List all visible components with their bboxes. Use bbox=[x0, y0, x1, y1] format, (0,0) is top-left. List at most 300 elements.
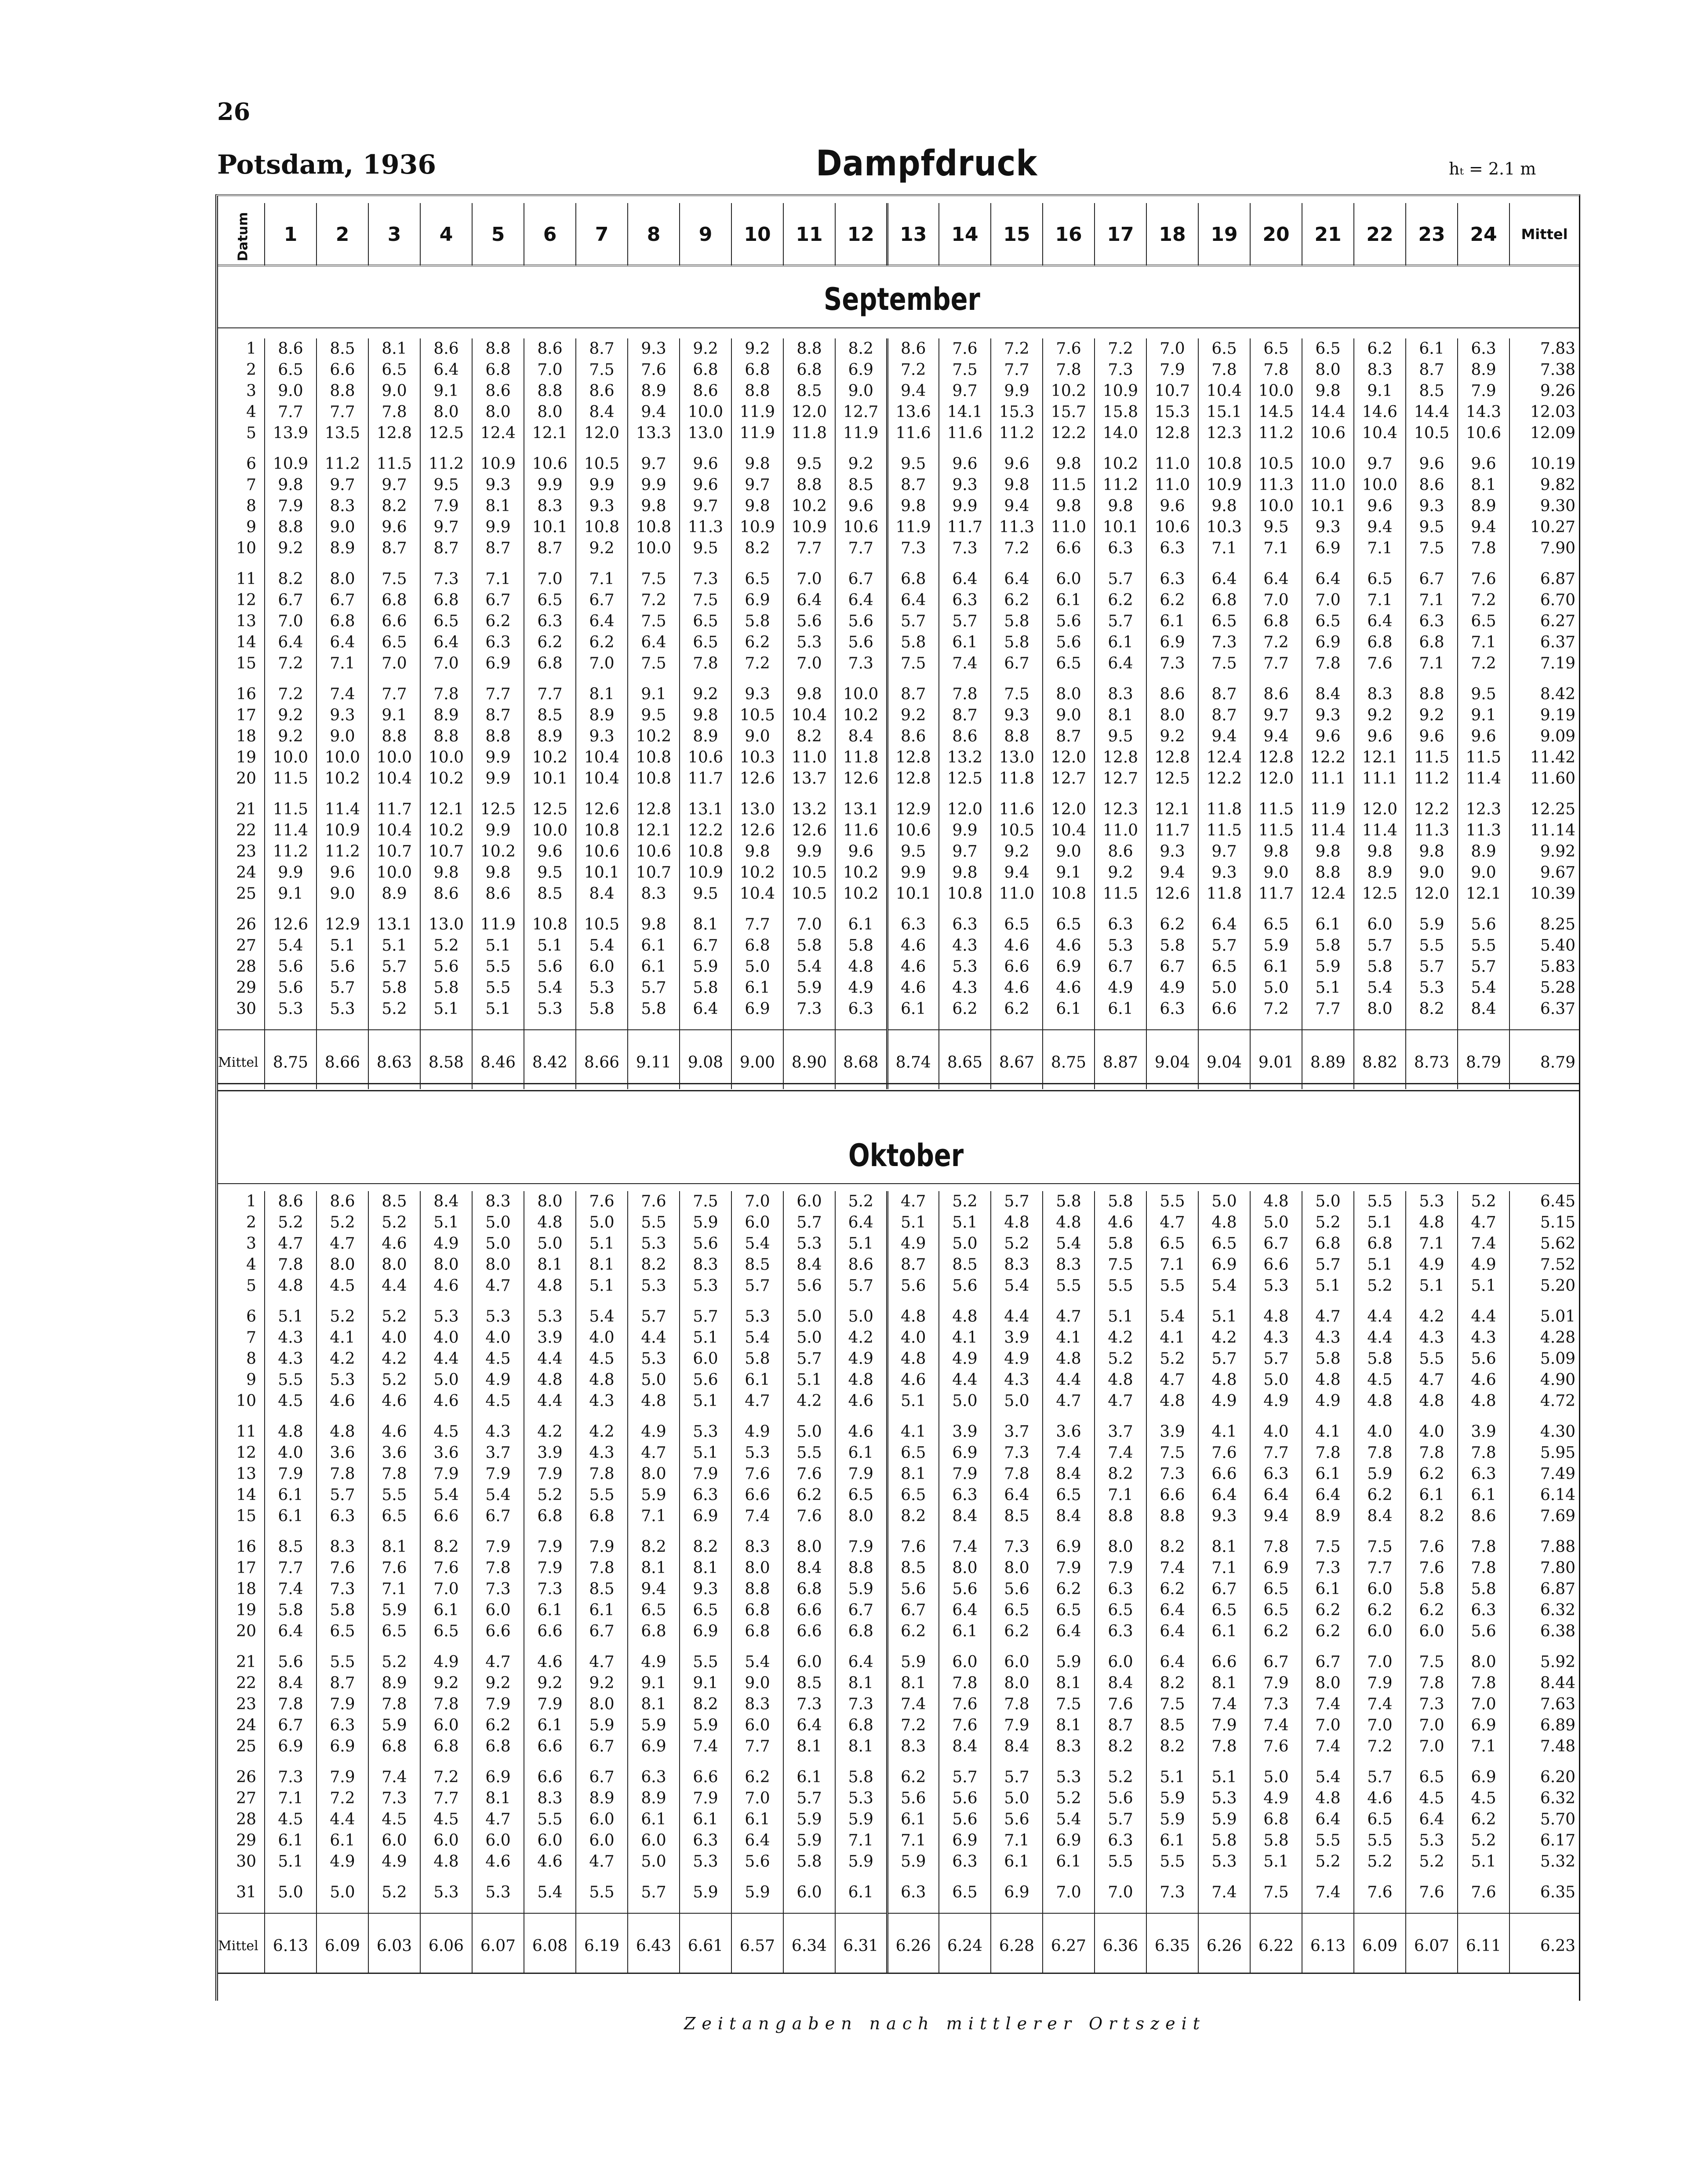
day-row bbox=[218, 1600, 1579, 1621]
hourly-mean: 9.01 bbox=[1250, 1030, 1302, 1089]
vapor-pressure-value: 8.7 bbox=[1406, 360, 1458, 381]
vapor-pressure-value: 6.1 bbox=[887, 999, 939, 1020]
vapor-pressure-value: 8.4 bbox=[1458, 999, 1509, 1020]
vapor-pressure-value: 9.1 bbox=[1354, 381, 1406, 402]
vapor-pressure-value: 15.3 bbox=[1146, 402, 1198, 423]
vapor-pressure-value: 3.9 bbox=[524, 1443, 576, 1464]
vapor-pressure-value: 5.6 bbox=[680, 1233, 731, 1254]
vapor-pressure-value: 10.7 bbox=[1146, 381, 1198, 402]
vapor-pressure-value: 7.8 bbox=[991, 1694, 1043, 1715]
vapor-pressure-value: 8.1 bbox=[524, 1254, 576, 1276]
vapor-pressure-value: 8.7 bbox=[576, 338, 628, 360]
vapor-pressure-value: 8.1 bbox=[680, 1558, 731, 1579]
vapor-pressure-value: 11.4 bbox=[316, 799, 368, 820]
vapor-pressure-value: 5.0 bbox=[1302, 1191, 1354, 1212]
hour-header: 18 bbox=[1146, 203, 1198, 265]
vapor-pressure-value: 6.4 bbox=[939, 1600, 991, 1621]
vapor-pressure-value: 8.5 bbox=[783, 1673, 835, 1694]
vapor-pressure-value: 5.2 bbox=[368, 1306, 420, 1327]
daily-mean: 7.83 bbox=[1509, 338, 1579, 360]
vapor-pressure-value: 8.2 bbox=[1095, 1736, 1146, 1757]
vapor-pressure-value: 9.2 bbox=[420, 1673, 472, 1694]
day-row bbox=[218, 1579, 1579, 1600]
day-row bbox=[218, 747, 1579, 768]
vapor-pressure-value: 6.8 bbox=[731, 935, 783, 956]
vapor-pressure-value: 5.4 bbox=[420, 1485, 472, 1506]
vapor-pressure-value: 4.7 bbox=[576, 1652, 628, 1673]
vapor-pressure-value: 5.4 bbox=[1146, 1306, 1198, 1327]
vapor-pressure-value: 9.5 bbox=[887, 454, 939, 475]
vapor-pressure-value: 7.8 bbox=[1458, 1673, 1509, 1694]
hourly-mean: 8.89 bbox=[1302, 1030, 1354, 1089]
day-number: 9 bbox=[246, 1371, 256, 1389]
vapor-pressure-value: 8.1 bbox=[368, 1537, 420, 1558]
vapor-pressure-value: 7.4 bbox=[1354, 1694, 1406, 1715]
vapor-pressure-value: 9.4 bbox=[1250, 1506, 1302, 1527]
vapor-pressure-value: 5.2 bbox=[368, 1370, 420, 1391]
vapor-pressure-value: 9.1 bbox=[420, 381, 472, 402]
vapor-pressure-value: 5.8 bbox=[1043, 1191, 1095, 1212]
vapor-pressure-value: 5.0 bbox=[1250, 978, 1302, 999]
vapor-pressure-value: 6.2 bbox=[1302, 1600, 1354, 1621]
vapor-pressure-value: 6.2 bbox=[1354, 338, 1406, 360]
vapor-pressure-value: 4.8 bbox=[1250, 1191, 1302, 1212]
day-row bbox=[218, 1276, 1579, 1297]
vapor-pressure-value: 6.4 bbox=[576, 611, 628, 632]
vapor-pressure-value: 7.8 bbox=[368, 1464, 420, 1485]
vapor-pressure-value: 4.9 bbox=[1458, 1254, 1509, 1276]
vapor-pressure-value: 5.5 bbox=[472, 978, 524, 999]
sensor-height-note: hₜ = 2.1 m bbox=[1449, 159, 1536, 178]
vapor-pressure-value: 6.7 bbox=[472, 590, 524, 611]
vapor-pressure-value: 8.1 bbox=[628, 1558, 680, 1579]
vapor-pressure-value: 8.1 bbox=[1458, 475, 1509, 496]
vapor-pressure-value: 9.6 bbox=[1458, 454, 1509, 475]
vapor-pressure-value: 10.6 bbox=[1146, 517, 1198, 538]
hourly-mean: 8.75 bbox=[1043, 1030, 1095, 1089]
day-number: 8 bbox=[246, 497, 256, 515]
vapor-pressure-value: 7.0 bbox=[1302, 1715, 1354, 1736]
vapor-pressure-value: 7.3 bbox=[1095, 360, 1146, 381]
vapor-pressure-value: 6.1 bbox=[1198, 1621, 1250, 1642]
vapor-pressure-value: 5.2 bbox=[1354, 1851, 1406, 1872]
daily-mean: 7.52 bbox=[1509, 1254, 1579, 1276]
vapor-pressure-value: 12.0 bbox=[1043, 747, 1095, 768]
hour-header: 5 bbox=[472, 203, 524, 265]
vapor-pressure-value: 7.9 bbox=[1043, 1558, 1095, 1579]
oktober-bottom-rule bbox=[218, 1973, 1579, 1974]
vapor-pressure-value: 6.4 bbox=[680, 999, 731, 1020]
vapor-pressure-value: 6.5 bbox=[1095, 1600, 1146, 1621]
vapor-pressure-value: 9.8 bbox=[991, 475, 1043, 496]
vapor-pressure-value: 6.1 bbox=[783, 1767, 835, 1788]
vapor-pressure-value: 8.2 bbox=[887, 1506, 939, 1527]
vapor-pressure-value: 5.8 bbox=[1250, 1830, 1302, 1851]
vapor-pressure-value: 11.5 bbox=[1458, 747, 1509, 768]
vapor-pressure-value: 7.8 bbox=[991, 1464, 1043, 1485]
vapor-pressure-value: 12.5 bbox=[1354, 883, 1406, 905]
vapor-pressure-value: 8.6 bbox=[1458, 1506, 1509, 1527]
vapor-pressure-value: 10.9 bbox=[1198, 475, 1250, 496]
vapor-pressure-value: 4.1 bbox=[316, 1327, 368, 1348]
monthly-mean: 8.79 bbox=[1509, 1030, 1579, 1089]
vapor-pressure-value: 6.0 bbox=[783, 1652, 835, 1673]
vapor-pressure-value: 8.6 bbox=[1095, 841, 1146, 862]
hourly-mean: 6.09 bbox=[316, 1913, 368, 1973]
hourly-mean: 6.31 bbox=[835, 1913, 887, 1973]
vapor-pressure-value: 9.7 bbox=[1354, 454, 1406, 475]
vapor-pressure-value: 5.6 bbox=[420, 956, 472, 978]
vapor-pressure-value: 7.1 bbox=[1095, 1485, 1146, 1506]
vapor-pressure-value: 4.0 bbox=[1354, 1421, 1406, 1443]
vapor-pressure-value: 6.9 bbox=[680, 1506, 731, 1527]
vapor-pressure-value: 4.5 bbox=[472, 1348, 524, 1370]
vapor-pressure-value: 9.7 bbox=[1198, 841, 1250, 862]
vapor-pressure-value: 5.1 bbox=[1458, 1276, 1509, 1297]
vapor-pressure-value: 11.9 bbox=[731, 423, 783, 444]
vapor-pressure-value: 7.1 bbox=[1406, 653, 1458, 674]
vapor-pressure-value: 7.7 bbox=[420, 1788, 472, 1809]
vapor-pressure-value: 6.6 bbox=[680, 1767, 731, 1788]
vapor-pressure-value: 6.0 bbox=[731, 1715, 783, 1736]
daily-mean: 11.42 bbox=[1509, 747, 1579, 768]
vapor-pressure-value: 6.0 bbox=[576, 1809, 628, 1830]
vapor-pressure-value: 6.4 bbox=[1146, 1600, 1198, 1621]
day-row bbox=[218, 820, 1579, 841]
vapor-pressure-value: 8.9 bbox=[1458, 360, 1509, 381]
vapor-pressure-value: 10.4 bbox=[576, 747, 628, 768]
day-number: 3 bbox=[246, 1235, 256, 1253]
vapor-pressure-value: 8.6 bbox=[1146, 684, 1198, 705]
vapor-pressure-value: 6.4 bbox=[939, 569, 991, 590]
vapor-pressure-value: 8.1 bbox=[576, 1254, 628, 1276]
vapor-pressure-value: 7.5 bbox=[368, 569, 420, 590]
day-number: 27 bbox=[236, 937, 256, 955]
vapor-pressure-value: 5.7 bbox=[1198, 935, 1250, 956]
vapor-pressure-value: 12.0 bbox=[1354, 799, 1406, 820]
vapor-pressure-value: 10.1 bbox=[576, 862, 628, 883]
vapor-pressure-value: 6.7 bbox=[1302, 1652, 1354, 1673]
vapor-pressure-value: 3.9 bbox=[939, 1421, 991, 1443]
vapor-pressure-value: 5.2 bbox=[1146, 1348, 1198, 1370]
vapor-pressure-value: 8.8 bbox=[472, 338, 524, 360]
hourly-mean: 9.08 bbox=[680, 1030, 731, 1089]
daily-mean: 5.20 bbox=[1509, 1276, 1579, 1297]
vapor-pressure-value: 5.9 bbox=[835, 1579, 887, 1600]
vapor-pressure-value: 5.4 bbox=[731, 1327, 783, 1348]
vapor-pressure-value: 5.8 bbox=[420, 978, 472, 999]
vapor-pressure-value: 11.9 bbox=[731, 402, 783, 423]
vapor-pressure-value: 9.0 bbox=[316, 517, 368, 538]
vapor-pressure-value: 4.3 bbox=[576, 1443, 628, 1464]
daily-mean: 5.95 bbox=[1509, 1443, 1579, 1464]
vapor-pressure-value: 10.2 bbox=[1095, 454, 1146, 475]
hourly-mean: 6.13 bbox=[265, 1913, 316, 1973]
day-number: 14 bbox=[236, 1486, 256, 1504]
vapor-pressure-value: 6.2 bbox=[1146, 1579, 1198, 1600]
vapor-pressure-value: 6.1 bbox=[1302, 1464, 1354, 1485]
vapor-pressure-value: 5.8 bbox=[1354, 956, 1406, 978]
daily-mean: 7.88 bbox=[1509, 1537, 1579, 1558]
vapor-pressure-value: 9.5 bbox=[1458, 684, 1509, 705]
vapor-pressure-value: 8.6 bbox=[420, 883, 472, 905]
vapor-pressure-value: 7.0 bbox=[1406, 1736, 1458, 1757]
vapor-pressure-value: 4.8 bbox=[524, 1212, 576, 1233]
day-row bbox=[218, 1233, 1579, 1254]
vapor-pressure-value: 8.4 bbox=[1043, 1506, 1095, 1527]
vapor-pressure-value: 12.3 bbox=[1458, 799, 1509, 820]
vapor-pressure-value: 12.8 bbox=[368, 423, 420, 444]
daily-mean: 10.19 bbox=[1509, 454, 1579, 475]
vapor-pressure-value: 5.8 bbox=[731, 1348, 783, 1370]
vapor-pressure-value: 8.4 bbox=[1302, 684, 1354, 705]
day-number: 15 bbox=[236, 654, 256, 672]
vapor-pressure-value: 5.2 bbox=[835, 1191, 887, 1212]
vapor-pressure-value: 10.8 bbox=[1198, 454, 1250, 475]
vapor-pressure-value: 4.6 bbox=[524, 1652, 576, 1673]
day-number: 28 bbox=[236, 958, 256, 976]
vapor-pressure-value: 6.8 bbox=[524, 1506, 576, 1527]
vapor-pressure-value: 10.9 bbox=[680, 862, 731, 883]
vapor-pressure-value: 7.4 bbox=[1198, 1694, 1250, 1715]
vapor-pressure-value: 7.9 bbox=[1354, 1673, 1406, 1694]
vapor-pressure-value: 6.5 bbox=[991, 1600, 1043, 1621]
vapor-pressure-value: 6.4 bbox=[835, 590, 887, 611]
vapor-pressure-value: 8.0 bbox=[316, 569, 368, 590]
vapor-pressure-value: 5.4 bbox=[524, 978, 576, 999]
vapor-pressure-value: 4.6 bbox=[368, 1421, 420, 1443]
vapor-pressure-value: 7.8 bbox=[368, 1694, 420, 1715]
vapor-pressure-value: 7.8 bbox=[265, 1694, 316, 1715]
vapor-pressure-value: 12.1 bbox=[628, 820, 680, 841]
vapor-pressure-value: 6.9 bbox=[265, 1736, 316, 1757]
vapor-pressure-value: 6.3 bbox=[1458, 338, 1509, 360]
vapor-pressure-value: 4.9 bbox=[472, 1370, 524, 1391]
vapor-pressure-value: 4.3 bbox=[1458, 1327, 1509, 1348]
vapor-pressure-value: 9.3 bbox=[472, 475, 524, 496]
vapor-pressure-value: 8.2 bbox=[1146, 1673, 1198, 1694]
vapor-pressure-value: 8.1 bbox=[887, 1464, 939, 1485]
day-row bbox=[218, 496, 1579, 517]
vapor-pressure-value: 5.7 bbox=[991, 1767, 1043, 1788]
hourly-mean: 8.90 bbox=[783, 1030, 835, 1089]
vapor-pressure-value: 7.8 bbox=[368, 402, 420, 423]
vapor-pressure-value: 5.1 bbox=[420, 1212, 472, 1233]
vapor-pressure-value: 10.5 bbox=[783, 862, 835, 883]
vapor-pressure-value: 11.3 bbox=[1250, 475, 1302, 496]
vapor-pressure-value: 6.3 bbox=[939, 1851, 991, 1872]
vapor-pressure-value: 6.9 bbox=[1043, 956, 1095, 978]
day-number: 26 bbox=[236, 1768, 256, 1786]
vapor-pressure-value: 9.7 bbox=[939, 381, 991, 402]
vapor-pressure-value: 4.9 bbox=[628, 1652, 680, 1673]
vapor-pressure-value: 6.3 bbox=[1095, 914, 1146, 935]
vapor-pressure-value: 6.1 bbox=[1302, 914, 1354, 935]
vapor-pressure-value: 5.8 bbox=[991, 632, 1043, 653]
vapor-pressure-value: 6.5 bbox=[1198, 338, 1250, 360]
vapor-pressure-value: 11.0 bbox=[783, 747, 835, 768]
vapor-pressure-value: 4.9 bbox=[628, 1421, 680, 1443]
vapor-pressure-value: 6.2 bbox=[939, 999, 991, 1020]
vapor-pressure-value: 5.1 bbox=[576, 1276, 628, 1297]
vapor-pressure-value: 6.1 bbox=[628, 1809, 680, 1830]
vapor-pressure-value: 9.0 bbox=[1043, 705, 1095, 726]
vapor-pressure-value: 4.9 bbox=[1302, 1391, 1354, 1412]
vapor-pressure-value: 6.5 bbox=[1458, 611, 1509, 632]
daily-mean: 10.39 bbox=[1509, 883, 1579, 905]
vapor-pressure-value: 9.3 bbox=[628, 338, 680, 360]
vapor-pressure-value: 5.1 bbox=[472, 999, 524, 1020]
vapor-pressure-value: 5.8 bbox=[1095, 1191, 1146, 1212]
vapor-pressure-value: 4.7 bbox=[887, 1191, 939, 1212]
vapor-pressure-value: 7.9 bbox=[265, 496, 316, 517]
vapor-pressure-value: 5.9 bbox=[628, 1485, 680, 1506]
vapor-pressure-value: 4.6 bbox=[1458, 1370, 1509, 1391]
vapor-pressure-value: 9.8 bbox=[1406, 841, 1458, 862]
vapor-pressure-value: 11.4 bbox=[1458, 768, 1509, 789]
vapor-pressure-value: 5.6 bbox=[939, 1276, 991, 1297]
vapor-pressure-value: 8.8 bbox=[316, 381, 368, 402]
page-title: Dampfdruck bbox=[816, 143, 1038, 184]
vapor-pressure-value: 11.5 bbox=[265, 799, 316, 820]
vapor-pressure-value: 7.5 bbox=[628, 611, 680, 632]
vapor-pressure-value: 8.2 bbox=[680, 1694, 731, 1715]
vapor-pressure-value: 6.8 bbox=[731, 1621, 783, 1642]
vapor-pressure-value: 7.1 bbox=[1458, 632, 1509, 653]
vapor-pressure-value: 12.5 bbox=[524, 799, 576, 820]
vapor-pressure-value: 7.2 bbox=[1250, 632, 1302, 653]
day-number: 4 bbox=[246, 403, 256, 421]
vapor-pressure-value: 9.8 bbox=[1043, 454, 1095, 475]
vapor-pressure-value: 8.3 bbox=[316, 496, 368, 517]
vapor-pressure-value: 5.6 bbox=[1458, 914, 1509, 935]
vapor-pressure-value: 5.4 bbox=[472, 1485, 524, 1506]
hour-header: 1 bbox=[265, 203, 316, 265]
vapor-pressure-value: 9.2 bbox=[731, 338, 783, 360]
vapor-pressure-value: 5.1 bbox=[420, 999, 472, 1020]
day-number: 5 bbox=[246, 1277, 256, 1295]
vapor-pressure-value: 11.3 bbox=[1458, 820, 1509, 841]
hourly-mean: 6.28 bbox=[991, 1913, 1043, 1973]
vapor-pressure-value: 5.6 bbox=[887, 1579, 939, 1600]
vapor-pressure-value: 4.6 bbox=[1095, 1212, 1146, 1233]
vapor-pressure-value: 9.8 bbox=[1302, 841, 1354, 862]
vapor-pressure-value: 10.4 bbox=[576, 768, 628, 789]
vapor-pressure-value: 9.0 bbox=[265, 381, 316, 402]
vapor-pressure-value: 4.4 bbox=[1458, 1306, 1509, 1327]
vapor-pressure-value: 7.6 bbox=[1354, 1882, 1406, 1903]
day-row bbox=[218, 402, 1579, 423]
vapor-pressure-value: 5.3 bbox=[628, 1348, 680, 1370]
day-row bbox=[218, 569, 1579, 590]
vapor-pressure-value: 8.8 bbox=[783, 338, 835, 360]
vapor-pressure-value: 9.1 bbox=[1043, 862, 1095, 883]
day-row bbox=[218, 883, 1579, 905]
vapor-pressure-value: 6.6 bbox=[731, 1485, 783, 1506]
vapor-pressure-value: 7.6 bbox=[316, 1558, 368, 1579]
vapor-pressure-value: 6.4 bbox=[1198, 569, 1250, 590]
vapor-pressure-value: 11.0 bbox=[1095, 820, 1146, 841]
day-number: 10 bbox=[236, 539, 256, 557]
vapor-pressure-value: 11.6 bbox=[835, 820, 887, 841]
vapor-pressure-value: 5.6 bbox=[316, 956, 368, 978]
vapor-pressure-value: 7.3 bbox=[783, 999, 835, 1020]
vapor-pressure-value: 6.4 bbox=[1198, 914, 1250, 935]
hourly-mean: 6.27 bbox=[1043, 1913, 1095, 1973]
day-row bbox=[218, 1421, 1579, 1443]
vapor-pressure-value: 4.0 bbox=[420, 1327, 472, 1348]
vapor-pressure-value: 13.9 bbox=[265, 423, 316, 444]
vapor-pressure-value: 5.7 bbox=[628, 978, 680, 999]
vapor-pressure-value: 5.2 bbox=[1043, 1788, 1095, 1809]
day-row bbox=[218, 935, 1579, 956]
vapor-pressure-value: 6.4 bbox=[265, 632, 316, 653]
vapor-pressure-value: 4.8 bbox=[265, 1276, 316, 1297]
vapor-pressure-value: 4.5 bbox=[368, 1809, 420, 1830]
vapor-pressure-value: 9.3 bbox=[939, 475, 991, 496]
vapor-pressure-value: 11.8 bbox=[835, 747, 887, 768]
vapor-pressure-value: 5.6 bbox=[680, 1370, 731, 1391]
vapor-pressure-value: 6.3 bbox=[939, 1485, 991, 1506]
vapor-pressure-value: 6.9 bbox=[472, 653, 524, 674]
vapor-pressure-value: 7.5 bbox=[1095, 1254, 1146, 1276]
vapor-pressure-value: 10.0 bbox=[628, 538, 680, 559]
daily-mean: 6.38 bbox=[1509, 1621, 1579, 1642]
day-row bbox=[218, 632, 1579, 653]
vapor-pressure-value: 8.1 bbox=[887, 1673, 939, 1694]
vapor-pressure-value: 11.1 bbox=[1302, 768, 1354, 789]
vapor-pressure-value: 9.2 bbox=[1354, 705, 1406, 726]
vapor-pressure-value: 4.4 bbox=[420, 1348, 472, 1370]
vapor-pressure-value: 8.4 bbox=[939, 1736, 991, 1757]
hour-header: 12 bbox=[835, 203, 887, 265]
vapor-pressure-value: 11.2 bbox=[420, 454, 472, 475]
vapor-pressure-value: 4.8 bbox=[1250, 1306, 1302, 1327]
vapor-pressure-value: 5.1 bbox=[576, 1233, 628, 1254]
vapor-pressure-value: 4.6 bbox=[835, 1421, 887, 1443]
vapor-pressure-value: 6.4 bbox=[1250, 1485, 1302, 1506]
vapor-pressure-value: 6.4 bbox=[1302, 1485, 1354, 1506]
vapor-pressure-value: 7.6 bbox=[1458, 1882, 1509, 1903]
vapor-pressure-value: 5.9 bbox=[783, 978, 835, 999]
vapor-pressure-value: 8.9 bbox=[1458, 496, 1509, 517]
vapor-pressure-value: 8.6 bbox=[887, 726, 939, 747]
vapor-pressure-value: 8.7 bbox=[1198, 684, 1250, 705]
vapor-pressure-value: 9.1 bbox=[680, 1673, 731, 1694]
vapor-pressure-value: 9.3 bbox=[1198, 1506, 1250, 1527]
day-row bbox=[218, 1809, 1579, 1830]
vapor-pressure-value: 6.8 bbox=[1250, 1809, 1302, 1830]
vapor-pressure-value: 7.2 bbox=[420, 1767, 472, 1788]
vapor-pressure-value: 6.6 bbox=[1043, 538, 1095, 559]
vapor-pressure-value: 11.9 bbox=[835, 423, 887, 444]
vapor-pressure-value: 8.7 bbox=[316, 1673, 368, 1694]
vapor-pressure-value: 6.1 bbox=[524, 1715, 576, 1736]
vapor-pressure-value: 5.1 bbox=[1198, 1767, 1250, 1788]
vapor-pressure-value: 4.9 bbox=[991, 1348, 1043, 1370]
daily-mean: 4.28 bbox=[1509, 1327, 1579, 1348]
vapor-pressure-value: 5.0 bbox=[991, 1391, 1043, 1412]
vapor-pressure-value: 8.4 bbox=[420, 1191, 472, 1212]
vapor-pressure-value: 9.3 bbox=[316, 705, 368, 726]
vapor-pressure-value: 9.6 bbox=[316, 862, 368, 883]
vapor-pressure-value: 7.0 bbox=[1406, 1715, 1458, 1736]
vapor-pressure-value: 7.8 bbox=[680, 653, 731, 674]
vapor-pressure-value: 6.1 bbox=[576, 1600, 628, 1621]
vapor-pressure-value: 9.5 bbox=[887, 841, 939, 862]
vapor-pressure-value: 6.9 bbox=[628, 1736, 680, 1757]
vapor-pressure-value: 6.8 bbox=[420, 1736, 472, 1757]
